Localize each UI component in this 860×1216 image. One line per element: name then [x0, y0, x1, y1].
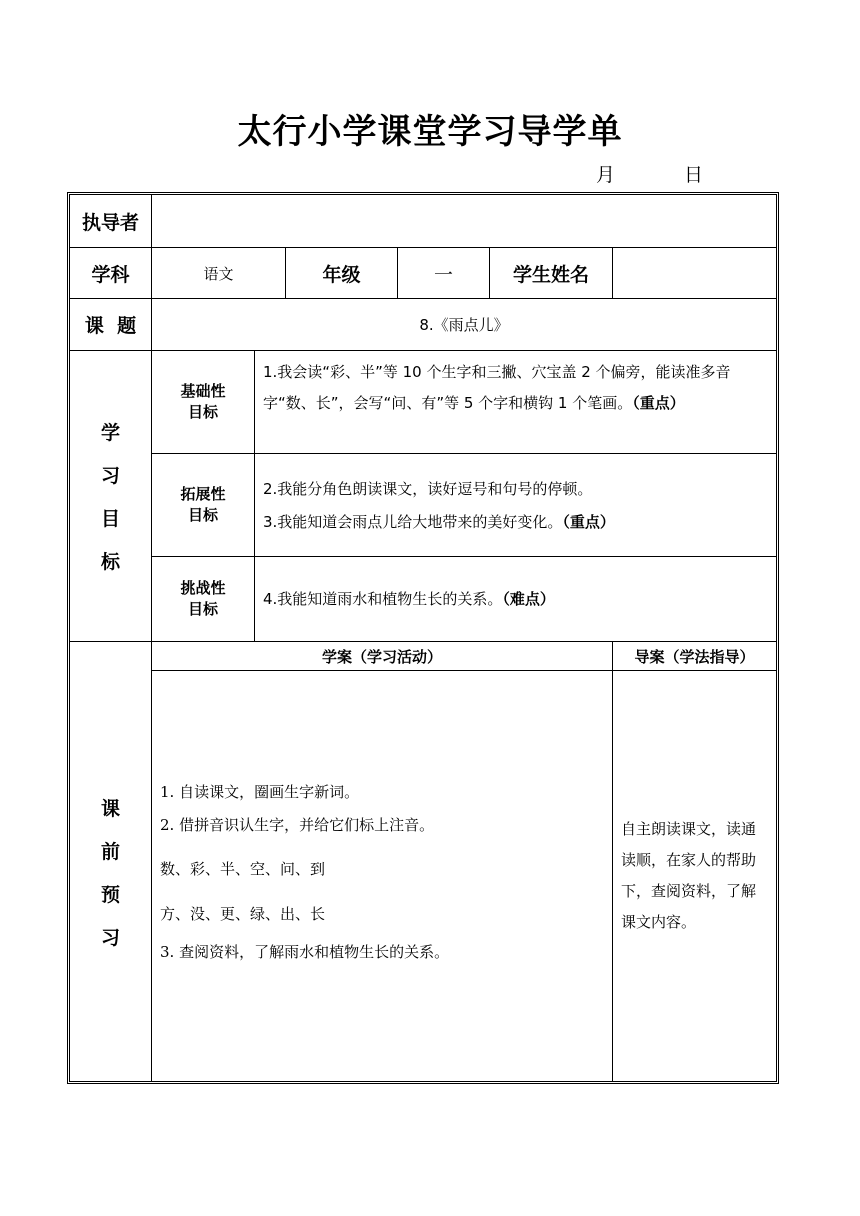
study-item: 方、没、更、绿、出、长	[160, 905, 326, 923]
study-item: 数、彩、半、空、问、到	[160, 860, 326, 878]
date-month: 月	[596, 164, 616, 186]
goals-label	[70, 351, 152, 642]
goals-label-char: 目	[100, 508, 120, 530]
guide-text: 自主朗读课文，读通读顺，在家人的帮助下，查阅资料，了解课文内容。	[621, 820, 757, 931]
challenge-goal-label: 挑战性 目标	[152, 557, 255, 642]
study-item: 1. 自读课文，圈画生字新词。	[160, 783, 360, 801]
guide-plan-header: 导案（学法指导）	[613, 642, 776, 671]
study-item: 3. 查阅资料，了解雨水和植物生长的关系。	[160, 943, 450, 961]
preview-label-char: 预	[100, 883, 120, 906]
extended-goal-label: 拓展性 目标	[152, 454, 255, 557]
basic-goal-text: 1.我会读“彩、半”等 10 个生字和三撇、穴宝盖 2 个偏旁，能读准多音字“数、长”，会写“问、有”等 5 个字和横钩 1 个笔画。（重点）	[255, 351, 776, 454]
topic-label: 课 题	[70, 299, 152, 351]
study-item: 2. 借拼音识认生字，并给它们标上注音。	[160, 816, 435, 834]
date-day: 日	[684, 164, 704, 186]
subject-label: 学科	[70, 248, 152, 299]
goals-label-char: 习	[100, 465, 120, 487]
guide-table	[69, 194, 777, 1082]
grade-value: 一	[398, 248, 490, 299]
preview-label-char: 习	[100, 926, 120, 949]
goals-label-char: 标	[100, 551, 120, 573]
grade-label: 年级	[286, 248, 398, 299]
preview-label	[70, 642, 152, 1081]
challenge-goal-text: 4.我能知道雨水和植物生长的关系。（难点）	[255, 557, 776, 642]
page-title: 太行小学课堂学习导学单	[237, 112, 623, 152]
topic-value: 8.《雨点儿》	[152, 299, 776, 351]
extended-goal-text: 2.我能分角色朗读课文，读好逗号和句号的停顿。 3.我能知道会雨点儿给大地带来的美好变化。（重点）	[255, 454, 776, 557]
study-activities	[152, 671, 613, 1081]
goals-label-char: 学	[100, 422, 120, 444]
basic-goal-label: 基础性 目标	[152, 351, 255, 454]
study-plan-header: 学案（学习活动）	[152, 642, 613, 671]
student-name-field[interactable]	[613, 248, 776, 299]
subject-value: 语文	[152, 248, 286, 299]
supervisor-field[interactable]	[152, 195, 776, 248]
student-name-label: 学生姓名	[490, 248, 613, 299]
supervisor-label: 执导者	[70, 195, 152, 248]
preview-label-char: 前	[100, 840, 120, 863]
preview-label-char: 课	[100, 797, 120, 820]
